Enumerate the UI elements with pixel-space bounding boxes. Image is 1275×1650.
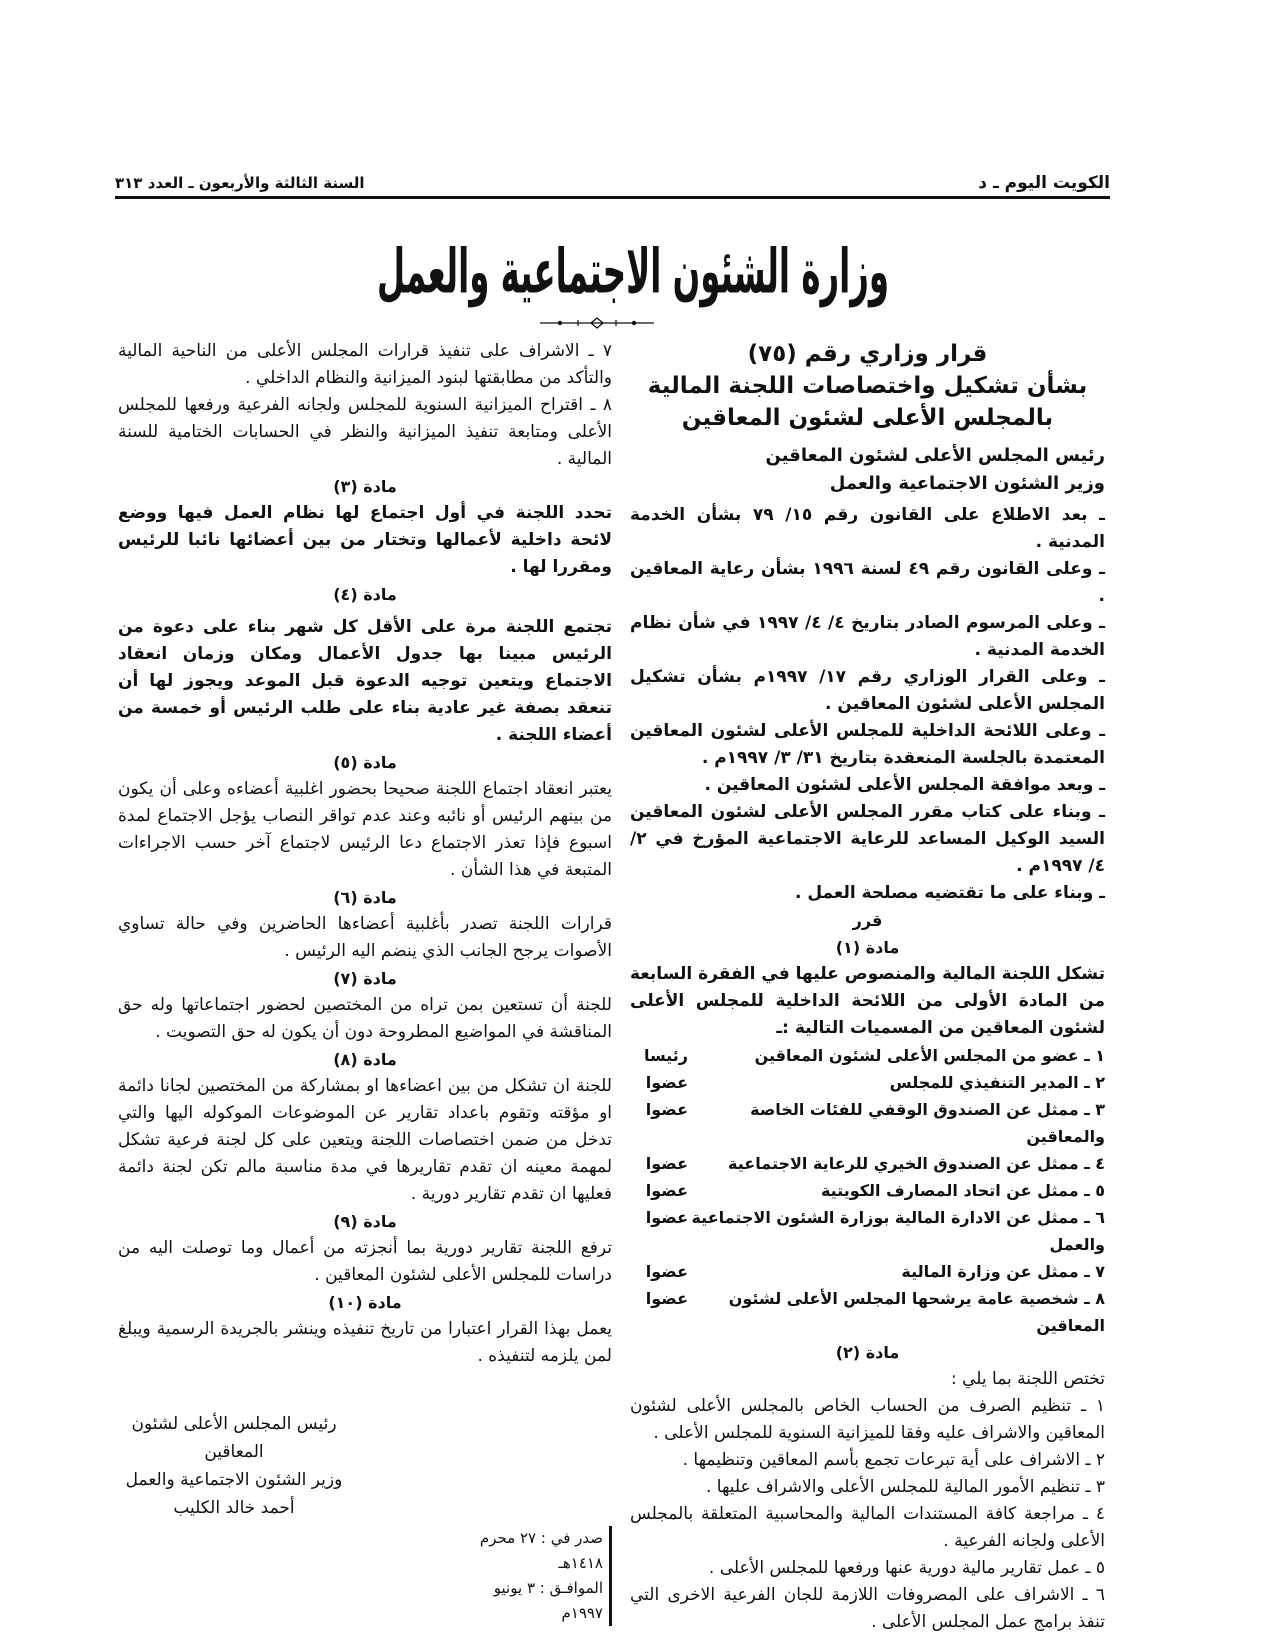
member-role: عضوا xyxy=(645,1181,688,1200)
issuer-title: رئيس المجلس الأعلى لشئون المعاقين xyxy=(765,445,1105,466)
competence-item: ٨ ـ اقتراح الميزانية السنوية للمجلس ولجانه الفرعية ورفعها للمجلس الأعلى ومتابعة تنفيذ الميزانية والنظر في الحسابات الختامية للسنة المالية . xyxy=(118,395,612,469)
article-text: تختص اللجنة بما يلي : xyxy=(950,1369,1105,1389)
page-header xyxy=(115,166,1110,199)
preamble-item: ـ وعلى القانون رقم ٤٩ لسنة ١٩٩٦ بشأن رعاية المعاقين . xyxy=(630,559,1105,606)
issue-date-block xyxy=(461,1526,612,1626)
issue-date-hijri: صدر في : ٢٧ محرم ١٤١٨هـ xyxy=(479,1529,603,1572)
member-item xyxy=(630,1258,1105,1285)
competence-item: ٢ ـ الاشراف على أية تبرعات تجمع بأسم المعاقين وتنظيمها . xyxy=(682,1450,1105,1470)
member-name: ٢ ـ المدير التنفيذي للمجلس xyxy=(889,1073,1105,1092)
article-heading: مادة (٦) xyxy=(333,888,397,907)
member-item xyxy=(630,1042,1105,1069)
article-text: قرارات اللجنة تصدر بأغلبية أعضاءها الحاضرين وفي حالة تساوي الأصوات يرجح الجانب الذي ينضم اليه الرئيس . xyxy=(118,914,612,961)
signature-line: وزير الشئون الاجتماعية والعمل xyxy=(125,1470,343,1490)
article-text: تجتمع اللجنة مرة على الأقل كل شهر بناء على دعوة من الرئيس مبينا بها جدول الأعمال ومكان وزمان انعقاد الاجتماع ويتعين توجيه الدعوة قبل الموعد ويجوز لها أن تنعقد بصفة غير عادية بناء على طلب الرئيس أو خمسة من أعضاء اللجنة . xyxy=(118,617,612,745)
competence-item: ١ ـ تنظيم الصرف من الحساب الخاص بالمجلس الأعلى لشئون المعاقين والاشراف عليه وفقا للميزانية السنوية للمجلس الأعلى . xyxy=(630,1396,1105,1443)
preamble-item: ـ وبعد موافقة المجلس الأعلى لشئون المعاقين . xyxy=(704,775,1105,795)
issue-date-gregorian: الموافـق : ٣ يونيو ١٩٩٧م xyxy=(493,1579,603,1622)
article-text: يعمل بهذا القرار اعتبارا من تاريخ تنفيذه وينشر بالجريدة الرسمية ويبلغ لمن يلزمه لتنفيذه . xyxy=(118,1319,612,1366)
member-item xyxy=(630,1285,1105,1339)
decided-label: قرر xyxy=(852,911,883,930)
member-role: عضوا xyxy=(645,1262,688,1281)
competence-item: ٥ ـ عمل تقارير مالية دورية عنها ورفعها للمجلس الأعلى . xyxy=(708,1558,1105,1578)
member-name: ٦ ـ ممثل عن الادارة المالية بوزارة الشئون الاجتماعية والعمل xyxy=(691,1208,1105,1254)
member-name: ٥ ـ ممثل عن اتحاد المصارف الكويتية xyxy=(820,1181,1105,1200)
preamble-item: ـ وعلى القرار الوزاري رقم ١٧/ ١٩٩٧م بشأن تشكيل المجلس الأعلى لشئون المعاقين . xyxy=(630,667,1105,714)
article-text: ترفع اللجنة تقارير دورية بما أنجزته من أعمال وما توصلت اليه من دراسات للمجلس الأعلى لشئون المعاقين . xyxy=(118,1238,612,1285)
member-item xyxy=(630,1177,1105,1204)
preamble-item: ـ وعلى المرسوم الصادر بتاريخ ٤/ ٤/ ١٩٩٧ في شأن نظام الخدمة المدنية . xyxy=(630,613,1105,660)
preamble-item: ـ بعد الاطلاع على القانون رقم ١٥/ ٧٩ بشأن الخدمة المدنية . xyxy=(630,505,1105,552)
member-role: عضوا xyxy=(645,1154,688,1173)
article-heading: مادة (٥) xyxy=(333,753,397,772)
competence-item: ٦ ـ الاشراف على المصروفات اللازمة للجان الفرعية الاخرى التي تنفذ برامج عمل المجلس الأعلى . xyxy=(630,1585,1105,1632)
competence-item: ٣ ـ تنظيم الأمور المالية للمجلس الأعلى والاشراف عليها . xyxy=(705,1477,1105,1497)
preamble-item: ـ وبناء على كتاب مقرر المجلس الأعلى لشئون المعاقين السيد الوكيل المساعد للرعاية الاجتماعية المؤرخ في ٢/ ٤/ ١٩٩٧م . xyxy=(630,802,1105,876)
member-role: عضوا xyxy=(645,1289,688,1308)
signature-block xyxy=(118,1410,350,1522)
article-text: تحدد اللجنة في أول اجتماع لها نظام العمل فيها ووضع لائحة داخلية لأعمالها وتختار من بين أعضائها نائبا للرئيس ومقررا لها . xyxy=(118,503,612,577)
article-heading: مادة (٧) xyxy=(333,969,397,988)
member-name: ٨ ـ شخصية عامة يرشحها المجلس الأعلى لشئون المعاقين xyxy=(728,1289,1105,1335)
header-issue-info: السنة الثالثة والأربعون ـ العدد ٣١٣ xyxy=(115,174,365,192)
member-role: عضوا xyxy=(645,1100,688,1119)
article-heading: مادة (٣) xyxy=(333,477,397,496)
header-publication-name: الكويت اليوم ـ د xyxy=(978,173,1110,193)
member-role: عضوا xyxy=(645,1073,688,1092)
article-text: للجنة أن تستعين بمن تراه من المختصين لحضور اجتماعاتها وله حق المناقشة في المواضيع المطروحة دون أن يكون له حق التصويت . xyxy=(118,995,612,1042)
article-heading: مادة (١) xyxy=(835,938,900,957)
decree-number: قرار وزاري رقم (٧٥) xyxy=(747,341,988,367)
member-item xyxy=(630,1204,1105,1258)
competence-item: ٤ ـ مراجعة كافة المستندات المالية والمحاسبية المتعلقة بالمجلس الأعلى ولجانه الفرعية . xyxy=(630,1504,1105,1551)
article-text: يعتبر انعقاد اجتماع اللجنة صحيحا بحضور اغلبية أعضاءه وعلى أن يكون من بينهم الرئيس أو نائبه وعند عدم تواقر النصاب يؤجل الاجتماع لمدة اسبوع فإذا تعذر الاجتماع دعا الرئيس لاجتماع آخر حسب الاجراءات المتبعة في هذا الشأن . xyxy=(118,779,612,880)
member-role: عضوا xyxy=(645,1208,688,1227)
signature-line: رئيس المجلس الأعلى لشئون المعاقين xyxy=(131,1414,337,1462)
ornament-divider xyxy=(538,317,656,329)
article-heading: مادة (٩) xyxy=(333,1212,397,1231)
member-name: ١ ـ عضو من المجلس الأعلى لشئون المعاقين xyxy=(754,1046,1105,1065)
competence-item: ٧ ـ الاشراف على تنفيذ قرارات المجلس الأعلى من الناحية المالية والتأكد من مطابقتها لبنود الميزانية والنظام الداخلي . xyxy=(118,341,612,388)
member-item xyxy=(630,1069,1105,1096)
member-role: رئيسا xyxy=(643,1046,688,1065)
member-item xyxy=(630,1096,1105,1150)
left-column xyxy=(118,338,612,1626)
ministry-title: وزارة الشئون الاجتماعية والعمل xyxy=(376,238,890,308)
decree-subject-line: بالمجلس الأعلى لشئون المعاقين xyxy=(681,405,1054,431)
member-name: ٤ ـ ممثل عن الصندوق الخيري للرعاية الاجتماعية xyxy=(728,1154,1105,1173)
member-name: ٧ ـ ممثل عن وزارة المالية xyxy=(901,1262,1105,1281)
article-heading: مادة (٤) xyxy=(333,585,397,604)
preamble-item: ـ وعلى اللائحة الداخلية للمجلس الأعلى لشئون المعاقين المعتمدة بالجلسة المنعقدة بتاريخ ٣١/ ٣/ ١٩٩٧م . xyxy=(630,721,1105,768)
member-item xyxy=(630,1150,1105,1177)
decree-subject-line: بشأن تشكيل واختصاصات اللجنة المالية xyxy=(647,373,1088,399)
signatory-name: أحمد خالد الكليب xyxy=(173,1498,295,1518)
article-heading: مادة (٨) xyxy=(333,1050,397,1069)
member-name: ٣ ـ ممثل عن الصندوق الوقفي للفئات الخاصة والمعاقين xyxy=(750,1100,1105,1146)
right-column xyxy=(630,338,1105,1636)
article-heading: مادة (١٠) xyxy=(328,1293,402,1312)
preamble-item: ـ وبناء على ما تقتضيه مصلحة العمل . xyxy=(794,883,1105,903)
article-text: للجنة ان تشكل من بين اعضاءها او بمشاركة من المختصين لجانا دائمة او مؤقته وتقوم باعداد تقارير عن الموضوعات الموكوله اليها والتي تدخل من ضمن اختصاصات اللجنة ويتعين على كل لجنة فرعية تشكل لمهمة معينه ان تقدم تقاريرها في مدة مناسبة مالم تكن لجنة دائمة فعليها ان تقدم تقارير دورية . xyxy=(118,1076,612,1204)
issuer-title: وزير الشئون الاجتماعية والعمل xyxy=(829,473,1105,494)
article-text: تشكل اللجنة المالية والمنصوص عليها في الفقرة السابعة من المادة الأولى من اللائحة الداخلية للمجلس الأعلى لشئون المعاقين من المسميات التالية :ـ xyxy=(630,964,1105,1038)
article-heading: مادة (٢) xyxy=(835,1343,900,1362)
